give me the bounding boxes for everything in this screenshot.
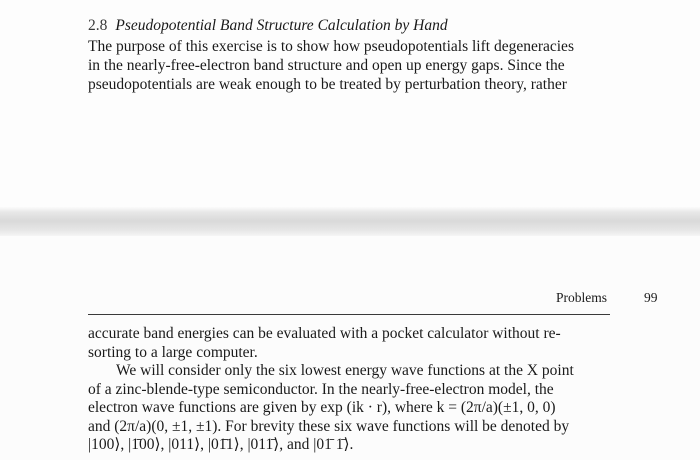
body-paragraph xyxy=(88,325,610,455)
intro-paragraph xyxy=(88,37,610,94)
section-title: Pseudopotential Band Structure Calculation by Hand xyxy=(115,17,448,34)
text-line: electron wave functions are given by exp (ik · r), where k = (2π/a)(±1, 0, 0) xyxy=(88,399,556,416)
section-heading xyxy=(88,17,448,35)
text-line: in the nearly-free-electron band structure and open up energy gaps. Since the xyxy=(88,57,565,74)
page-number: 99 xyxy=(644,290,658,305)
text-line: pseudopotentials are weak enough to be treated by perturbation theory, rather xyxy=(88,76,567,93)
text-line: The purpose of this exercise is to show how pseudopotentials lift degeneracies xyxy=(88,38,574,55)
text-line: and (2π/a)(0, ±1, ±1). For brevity these six wave functions will be denoted by xyxy=(88,417,570,435)
text-line: accurate band energies can be evaluated with a pocket calculator without re- xyxy=(88,325,561,342)
text-line: sorting to a large computer. xyxy=(88,343,258,361)
header-rule xyxy=(88,314,610,315)
text-line: We will consider only the six lowest energy wave functions at the X point xyxy=(116,362,574,379)
text-line: |100⟩, |1̄00⟩, |011⟩, |01̄1⟩, |011̄⟩, and |01̄ 1̄⟩. xyxy=(88,436,354,453)
running-head: Problems xyxy=(556,290,608,305)
section-number: 2.8 xyxy=(88,17,108,34)
text-line: of a zinc-blende-type semiconductor. In the nearly-free-electron model, the xyxy=(88,380,554,398)
page-gap xyxy=(0,206,700,236)
